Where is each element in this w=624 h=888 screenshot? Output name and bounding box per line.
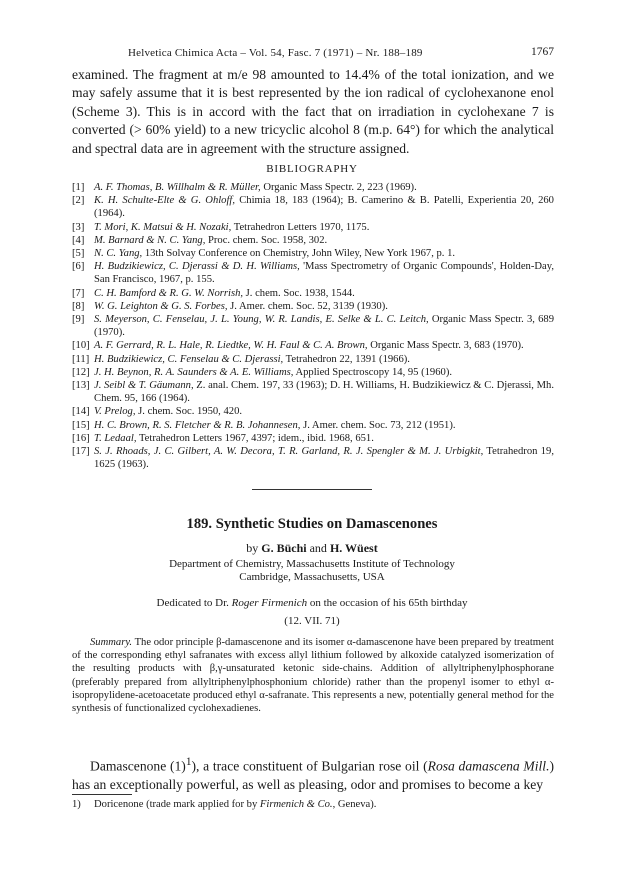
reference-item [72,353,554,366]
reference-text [94,419,554,432]
reference-number: [17] [72,446,90,458]
reference-authors: M. Barnard & N. C. Yang, [94,234,206,246]
reference-text [94,247,554,260]
reference-item [72,366,554,379]
reference-item [72,339,554,352]
body-text: ) has an exceptionally powerful, as well as pleasing, odor and promises to become a key [72,758,554,792]
reference-citation: Tetrahedron 19, 1625 (1963). [94,446,554,471]
intro-paragraph: examined. The fragment at m/e 98 amounted to 14.4% of the total ionization, and we may safely assume that it is best represented by the ion radical of cyclohexanone enol (Scheme 3). This is in accord with the fact that on irradiation in cyclohexane 7 is converted (> 60% yield) to a new tricyclic alcohol 8 (m.p. 64°) for which the analytical and spectral data are in agreement with the structure assigned. [72,67,554,156]
body-text: Damascenone (1) [90,758,186,774]
footnote-text-post: , Geneva). [332,799,377,810]
body-text: ), a trace constituent of Bulgarian rose oil ( [191,758,428,774]
dedication-post: on the occasion of his 65th birthday [307,597,468,609]
author-name: G. Büchi [261,541,307,555]
reference-item [72,260,554,286]
reference-text [94,300,554,313]
reference-number: [2] [72,195,85,207]
dedication-pre: Dedicated to Dr. [156,597,232,609]
reference-authors: K. H. Schulte-Elte & G. Ohloff, [94,195,236,207]
reference-authors: A. F. Thomas, B. Willhalm & R. Müller, [94,182,261,193]
reference-number: [4] [72,234,85,246]
reference-item [72,247,554,260]
reference-citation: Organic Mass Spectr. 3, 689 (1970). [94,314,554,339]
reference-text [94,432,554,445]
reference-item [72,445,554,471]
affiliation-line: Department of Chemistry, Massachusetts Institute of Technology [169,558,455,570]
article-title: 189. Synthetic Studies on Damascenones [186,516,438,532]
reference-number: [8] [72,300,85,312]
reference-citation: Tetrahedron 22, 1391 (1966). [283,353,410,365]
reference-authors: H. Budzikiewicz, C. Fenselau & C. Djerassi, [94,353,284,365]
reference-text [94,379,554,405]
footnote-text-pre: Doricenone (trade mark applied for by [94,799,260,810]
reference-number: [3] [72,221,85,233]
reference-citation: J. Amer. chem. Soc. 73, 212 (1951). [300,419,456,431]
reference-text [94,339,554,352]
reference-authors: S. J. Rhoads, J. C. Gilbert, A. W. Decora, T. R. Garland, R. J. Spengler & M. J. Urbigkit, [94,446,484,458]
reference-authors: W. G. Leighton & G. S. Forbes, [94,300,228,312]
reference-authors: C. H. Bamford & R. G. W. Norrish, [94,287,244,299]
reference-text [94,221,554,234]
footnote-mark: 1) [72,799,81,810]
summary-label: Summary. [90,637,133,648]
reference-citation: 13th Solvay Conference on Chemistry, John Wiley, New York 1967, p. 1. [142,248,456,260]
reference-item [72,405,554,418]
footnote-reference: 1 [185,756,192,768]
reference-citation: Chimia 18, 183 (1964); B. Camerino & B. Patelli, Experientia 20, 260 (1964). [94,195,554,220]
reference-citation: Proc. chem. Soc. 1958, 302. [205,234,328,246]
body-paragraph [72,753,554,794]
running-head: Helvetica Chimica Acta – Vol. 54, Fasc. 7 (1971) – Nr. 188–189 [128,47,423,59]
reference-item [72,313,554,339]
reference-citation: Tetrahedron Letters 1967, 4397; idem., ibid. 1968, 651. [136,432,374,444]
reference-item [72,194,554,220]
reference-number: [13] [72,380,90,392]
reference-text [94,234,554,247]
reference-number: [11] [72,353,90,365]
reference-number: [10] [72,340,90,352]
reference-authors: S. Meyerson, C. Fenselau, J. L. Young, W. R. Landis, E. Selke & L. C. Leitch, [94,314,429,326]
reference-authors: V. Prelog, [94,406,136,418]
summary-text: The odor principle β-damascenone and its isomer α-damascenone have been prepared by treatment of the corresponding ethyl safranates with excess allyl lithium followed by alkoxide catalyzed isomerization of the resulting products with β,γ-unsaturated ketonic side-chains. Addition of allyltriphenylphosphorane (preferably prepared from allyltriphenylphosphonium chloride) rather than the propenyl isomer to ethyl α-isopropylidene-acetoacetate produced ethyl α-safranate. This represents a new, potentially general method for the synthesis of functionalized cyclohexadienes. [72,637,554,715]
affiliation [0,558,624,584]
reference-text [94,287,554,300]
reference-item [72,419,554,432]
reference-number: [12] [72,366,90,378]
reference-text [94,260,554,286]
reference-item [72,432,554,445]
section-divider [252,489,372,490]
reference-text [94,313,554,339]
reference-list [72,181,554,471]
reference-number: [16] [72,432,90,444]
reference-item [72,234,554,247]
footnote-rule [72,794,132,795]
reference-authors: J. Seibl & T. Gäumann, [94,380,194,392]
reference-authors: J. H. Beynon, R. A. Saunders & A. E. Williams, [94,366,294,378]
reference-citation: J. Amer. chem. Soc. 52, 3139 (1930). [227,300,388,312]
reference-citation: Organic Mass Spectr. 2, 223 (1969). [260,182,417,193]
reference-authors: T. Ledaal, [94,432,137,444]
reference-authors: T. Mori, K. Matsui & H. Nozaki, [94,221,232,233]
footnote [72,799,554,810]
reference-authors: H. C. Brown, R. S. Fletcher & R. B. Johannesen, [94,419,301,431]
reference-text [94,366,554,379]
reference-citation: 'Mass Spectrometry of Organic Compounds', Holden-Day, San Francisco, 1967, p. 155. [94,261,554,286]
bibliography-heading: BIBLIOGRAPHY [266,163,358,175]
summary-paragraph [72,636,554,715]
reference-citation: J. chem. Soc. 1950, 420. [135,406,243,418]
reference-number: [6] [72,261,85,273]
reference-text [94,405,554,418]
by-label: by [246,541,262,555]
reference-item [72,181,554,194]
reference-citation: Z. anal. Chem. 197, 33 (1963); D. H. Williams, H. Budzikiewicz & C. Djerassi, Mh. Chem. 95, 166 (1964). [94,380,554,405]
reference-citation: Organic Mass Spectr. 3, 683 (1970). [367,340,524,352]
reference-text [94,181,554,194]
footnote-text [94,799,376,810]
author-name: H. Wüest [329,541,378,555]
reference-number: [1] [72,182,85,193]
reference-item [72,221,554,234]
reference-authors: N. C. Yang, [94,248,143,260]
dedication-name: Roger Firmenich [231,597,308,609]
reference-text [94,194,554,220]
reference-authors: H. Budzikiewicz, C. Djerassi & D. H. Williams, [94,261,300,273]
affiliation-line: Cambridge, Massachusetts, USA [239,571,385,583]
species-name: Rosa damascena Mill. [427,758,550,774]
reference-citation: J. chem. Soc. 1938, 1544. [243,287,355,299]
reference-item [72,300,554,313]
page-number: 1767 [531,46,554,58]
dedication [0,597,624,609]
reference-text [94,353,554,366]
reference-authors: A. F. Gerrard, R. L. Hale, R. Liedtke, W. H. Faul & C. A. Brown, [94,340,368,352]
reference-item [72,379,554,405]
footnote-company: Firmenich & Co. [259,799,333,810]
article-authors [0,541,624,556]
reference-citation: Applied Spectroscopy 14, 95 (1960). [293,366,452,378]
reference-item [72,287,554,300]
reference-number: [5] [72,248,85,260]
reference-number: [9] [72,314,85,326]
and-label: and [306,541,330,555]
reference-citation: Tetrahedron Letters 1970, 1175. [231,221,370,233]
reference-text [94,445,554,471]
reference-number: [15] [72,419,90,431]
reference-number: [7] [72,287,85,299]
received-date: (12. VII. 71) [284,615,340,627]
reference-number: [14] [72,406,90,418]
